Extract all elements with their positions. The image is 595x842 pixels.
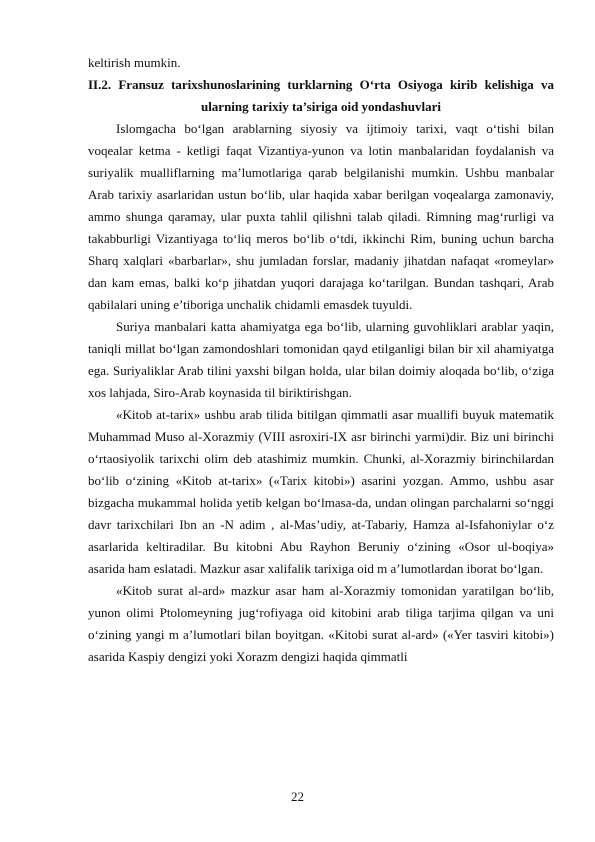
page-number: 22 [291, 789, 304, 804]
section-heading-line2: ularning tarixiy ta’siriga oid yondashuvlari [200, 99, 442, 114]
section-heading [88, 74, 554, 118]
paragraph: «Kitob surat al-ard» mazkur asar ham al-Xorazmiy tomonidan yaratilgan bo‘lib, yunon olimi Ptolomeyning jug‘rofiyaga oid kitobini arab tiliga tarjima qilgan va uni o‘zining yangi m a’lumotlari bilan boyitgan. «Kitobi surat al-ard» («Yer tasviri kitobi») asarida Kaspiy dengizi yoki Xorazm dengizi haqida qimmatli [88, 583, 554, 664]
paragraph: Islomgacha bo‘lgan arablarning siyosiy va ijtimoiy tarixi, vaqt o‘tishi bilan voqealar ketma - ketligi faqat Vizantiya-yunon va lotin manbalaridan foydalanish va suriyalik mualliflarning ma’lumotlariga qarab belgilanishi mumkin. Ushbu manbalar Arab tarixiy asarlaridan ustun bo‘lib, ular haqida xabar berilgan voqealarga zamonaviy, ammo shunga qaramay, ular puxta tahlil qilishni talab qiladi. Rimning mag‘rurligi va takabburligi Vizantiyaga to‘liq meros bo‘lib o‘tdi, ikkinchi Rim, buning uchun barcha Sharq xalqlari «barbarlar», shu jumladan forslar, madaniy jihatdan nafaqat «romeylar» dan kam emas, balki ko‘p jihatdan yuqori darajaga ko‘tarilgan. Bundan tashqari, Arab qabilalari uning e’tiboriga unchalik chidamli emasdek tuyuldi. [88, 121, 554, 312]
document-page [88, 52, 554, 668]
paragraph: Suriya manbalari katta ahamiyatga ega bo‘lib, ularning guvohliklari arablar yaqin, taniqli millat bo‘lgan zamondoshlari tomonidan qayd etilganligi bilan bir xil ahamiyatga ega. Suriyaliklar Arab tilini yaxshi bilgan holda, ular bilan doimiy aloqada bo‘lib, o‘ziga xos lahjada, Siro-Arab koynasida til biriktirishgan. [88, 319, 554, 400]
section-heading-line1: II.2. Fransuz tarixshunoslarining turklarning O‘rta Osiyoga kirib kelishiga va [88, 77, 554, 92]
paragraph: «Kitob at-tarix» ushbu arab tilida bitilgan qimmatli asar muallifi buyuk matematik Muhammad Muso al-Xorazmiy (VIII asroxiri-IX asr birinchi yarmi)dir. Biz uni birinchi o‘rtaosiyolik tarixchi olim deb atashimiz mumkin. Chunki, al-Xorazmiy birinchilardan bo‘lib o‘zining «Kitob at-tarix» («Tarix kitobi») asarini yozgan. Ammo, ushbu asar bizgacha mukammal holida yetib kelgan bo‘lmasa-da, undan olingan parchalarni so‘nggi davr tarixchilari Ibn an -N adim , al-Mas’udiy, at-Tabariy, Hamza al-Isfahoniylar o‘z asarlarida keltiradilar. Bu kitobni Abu Rayhon Beruniy o‘zining «Osor ul-boqiya» asarida ham eslatadi. Mazkur asar xalifalik tarixiga oid m a’lumotlardan iborat bo‘lgan. [88, 407, 554, 576]
continuation-line: keltirish mumkin. [88, 55, 181, 70]
